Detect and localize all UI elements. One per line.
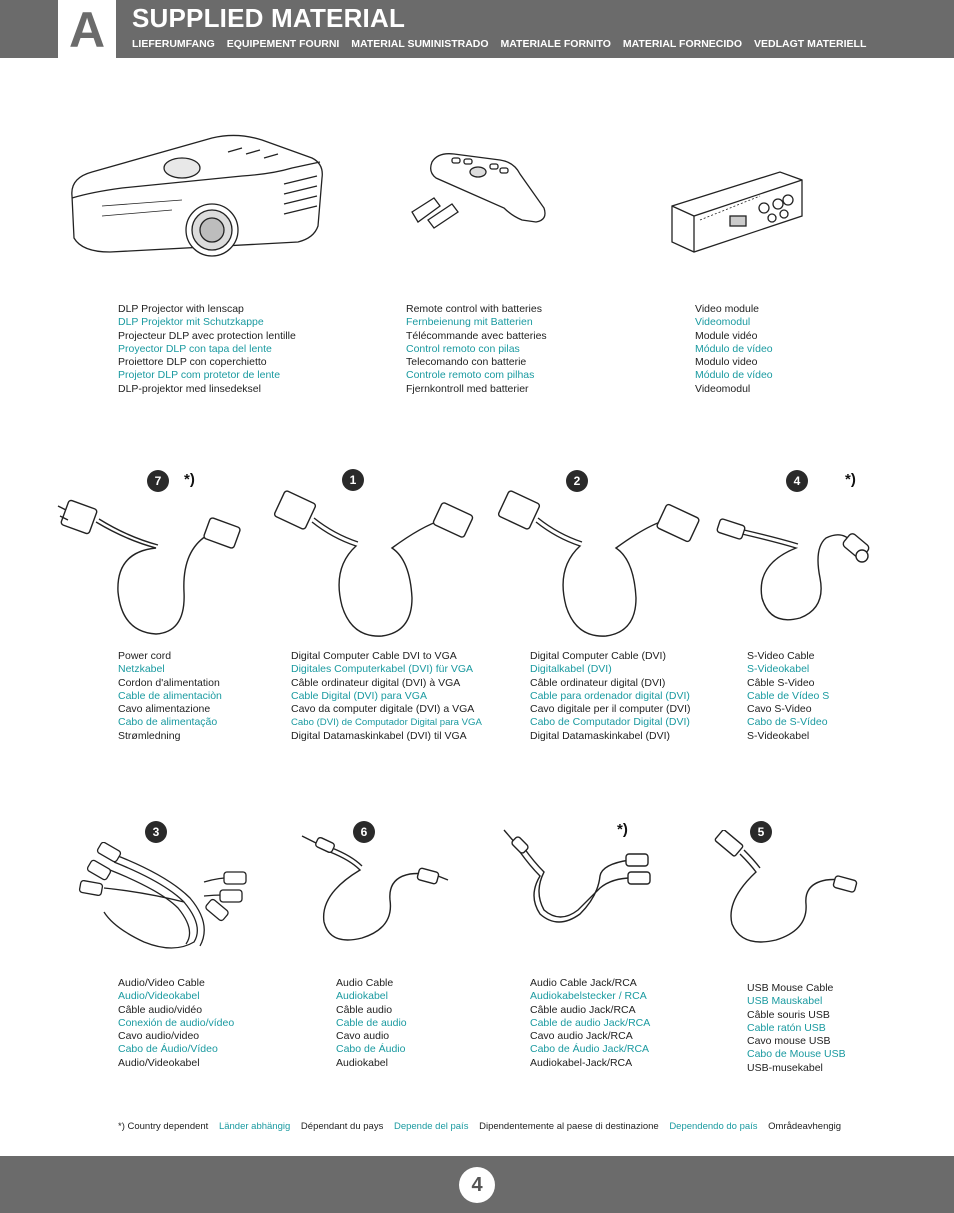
desc-line: Cavo alimentazione [118,703,211,716]
desc-line: Cabo de S-Vídeo [747,716,828,729]
subtitle-es: MATERIAL SUMINISTRADO [351,38,489,50]
desc-line: Digitalkabel (DVI) [530,663,612,676]
dvi-cable-illustration [496,488,716,643]
desc-line: Módulo de vídeo [695,369,773,382]
desc-line: Cavo S-Video [747,703,812,716]
desc-line: S-Video Cable [747,650,815,662]
desc-line: DLP Projektor mit Schutzkappe [118,316,264,329]
desc-line: Cabo de Mouse USB [747,1048,846,1061]
desc-line: Cabo de alimentação [118,716,218,729]
remote-description [406,303,547,396]
desc-line: Cable Digital (DVI) para VGA [291,689,427,702]
desc-line: Cable de alimentaciòn [118,689,222,702]
subtitle-pt: MATERIAL FORNECIDO [622,38,743,50]
desc-line: Audio/Video Cable [118,977,205,989]
desc-line: Télécommande avec batteries [406,329,547,342]
subtitle-fr: EQUIPEMENT FOURNI [226,38,340,50]
footnote-fr: Dépendant du pays [300,1121,384,1132]
svideo-cable-description [747,650,829,743]
desc-line: Telecomando con batterie [406,356,527,369]
item-badge-2: 2 [566,470,588,492]
desc-line: USB-musekabel [747,1061,823,1074]
desc-line: Proiettore DLP con coperchietto [118,356,267,369]
desc-line: Digital Computer Cable DVI to VGA [291,650,457,662]
desc-line: Audio Cable Jack/RCA [530,977,637,989]
desc-line: Cabo de Áudio/Vídeo [118,1043,218,1056]
country-dependent-footnote [118,1121,849,1132]
desc-line: Projetor DLP com protetor de lente [118,369,281,382]
svideo-cable-illustration [716,508,876,628]
section-letter: A [58,0,116,58]
projector-illustration [62,128,332,258]
desc-line: Videomodul [695,382,751,395]
desc-line: Cavo mouse USB [747,1035,831,1048]
usb-mouse-cable-description [747,982,846,1075]
desc-line: USB Mouse Cable [747,982,834,994]
footnote-de: Länder abhängig [218,1121,291,1132]
av-cable-illustration [74,842,264,957]
desc-line: Module vidéo [695,329,758,342]
desc-line: DLP-projektor med linsedeksel [118,382,261,395]
desc-line: Cavo digitale per il computer (DVI) [530,703,691,716]
footnote-no: Områdeavhengig [768,1121,842,1132]
desc-line: Audiokabel [336,1056,388,1069]
desc-line: Cable de audio [336,1016,407,1029]
desc-line: Proyector DLP con tapa del lente [118,342,272,355]
country-dependent-marker: *) [184,471,195,488]
item-badge-7: 7 [147,470,169,492]
item-badge-6: 6 [353,821,375,843]
desc-line: Projecteur DLP avec protection lentille [118,329,296,342]
dvi-vga-cable-illustration [272,488,492,643]
desc-line: Strømledning [118,729,181,742]
item-badge-5: 5 [750,821,772,843]
desc-line: Controle remoto com pilhas [406,369,535,382]
desc-line: Control remoto con pilas [406,342,520,355]
desc-line: Audiokabel-Jack/RCA [530,1056,633,1069]
dvi-vga-cable-description [291,650,482,743]
desc-line: S-Videokabel [747,663,810,676]
desc-line: Cabo de Áudio [336,1043,406,1056]
desc-line: Digital Datamaskinkabel (DVI) [530,729,671,742]
desc-line: Câble souris USB [747,1008,830,1021]
footnote-en: *) Country dependent [118,1121,209,1132]
desc-line: Fjernkontroll med batterier [406,382,529,395]
item-badge-4: 4 [786,470,808,492]
usb-mouse-cable-illustration [706,830,866,950]
desc-line: Videomodul [695,316,751,329]
desc-line: Cavo audio/video [118,1030,200,1043]
desc-line: Cavo da computer digitale (DVI) a VGA [291,703,475,716]
desc-line: Audio/Videokabel [118,990,200,1003]
desc-line: Cabo de Computador Digital (DVI) [530,716,690,729]
item-badge-1: 1 [342,469,364,491]
footnote-pt: Dependendo do país [669,1121,758,1132]
page-number: 4 [459,1167,495,1203]
country-dependent-marker: *) [845,471,856,488]
desc-line: Câble audio [336,1003,393,1016]
desc-line: Cable para ordenador digital (DVI) [530,689,690,702]
desc-line: USB Mauskabel [747,995,823,1008]
desc-line: Audio Cable [336,977,394,989]
power-cord-description [118,650,222,743]
desc-line: Câble ordinateur digital (DVI) [530,676,666,689]
audio-cable-illustration [300,830,450,950]
desc-line: Digital Computer Cable (DVI) [530,650,666,662]
desc-line: Power cord [118,650,172,662]
desc-line: Câble ordinateur digital (DVI) à VGA [291,676,461,689]
desc-line: Cable ratón USB [747,1021,826,1034]
power-cord-illustration [56,492,276,642]
desc-line: Remote control with batteries [406,303,542,315]
desc-line: Conexión de audio/vídeo [118,1016,235,1029]
desc-line: Módulo de vídeo [695,342,773,355]
video-module-illustration [660,160,810,260]
desc-line: S-Videokabel [747,729,810,742]
subtitle-de: LIEFERUMFANG [132,38,215,50]
desc-line: Cordon d'alimentation [118,676,220,689]
item-badge-3: 3 [145,821,167,843]
header-band [0,0,954,58]
audio-cable-description [336,977,407,1070]
footnote-es: Depende del país [393,1121,469,1132]
desc-line: Audiokabelstecker / RCA [530,990,647,1003]
desc-line: Audio/Videokabel [118,1056,200,1069]
desc-line: Cabo (DVI) de Computador Digital para VGA [291,717,482,729]
desc-line: Câble S-Video [747,676,815,689]
desc-line: Cavo audio Jack/RCA [530,1030,633,1043]
desc-line: Cable de audio Jack/RCA [530,1016,651,1029]
desc-line: Digital Datamaskinkabel (DVI) til VGA [291,729,467,742]
desc-line: DLP Projector with lenscap [118,303,244,315]
desc-line: Câble audio Jack/RCA [530,1003,636,1016]
country-dependent-marker: *) [617,821,628,838]
desc-line: Cavo audio [336,1030,390,1043]
dvi-cable-description [530,650,690,743]
remote-illustration [404,150,554,240]
av-cable-description [118,977,234,1070]
page-title: SUPPLIED MATERIAL [132,3,406,33]
desc-line: Video module [695,303,760,315]
audio-jack-rca-description [530,977,650,1070]
desc-line: Modulo video [695,356,758,369]
footnote-it: Dipendentemente al paese di destinazione [479,1121,659,1132]
audio-jack-rca-cable-illustration [500,826,670,946]
video-module-description [695,303,773,396]
subtitle-it: MATERIALE FORNITO [500,38,611,50]
desc-line: Cable de Vídeo S [747,689,830,702]
desc-line: Audiokabel [336,990,388,1003]
projector-description [118,303,296,396]
desc-line: Câble audio/vidéo [118,1003,203,1016]
desc-line: Cabo de Áudio Jack/RCA [530,1043,650,1056]
desc-line: Netzkabel [118,663,165,676]
subtitle-row [132,38,875,50]
desc-line: Digitales Computerkabel (DVI) für VGA [291,663,474,676]
subtitle-no: VEDLAGT MATERIELL [753,38,867,50]
desc-line: Fernbeienung mit Batterien [406,316,533,329]
